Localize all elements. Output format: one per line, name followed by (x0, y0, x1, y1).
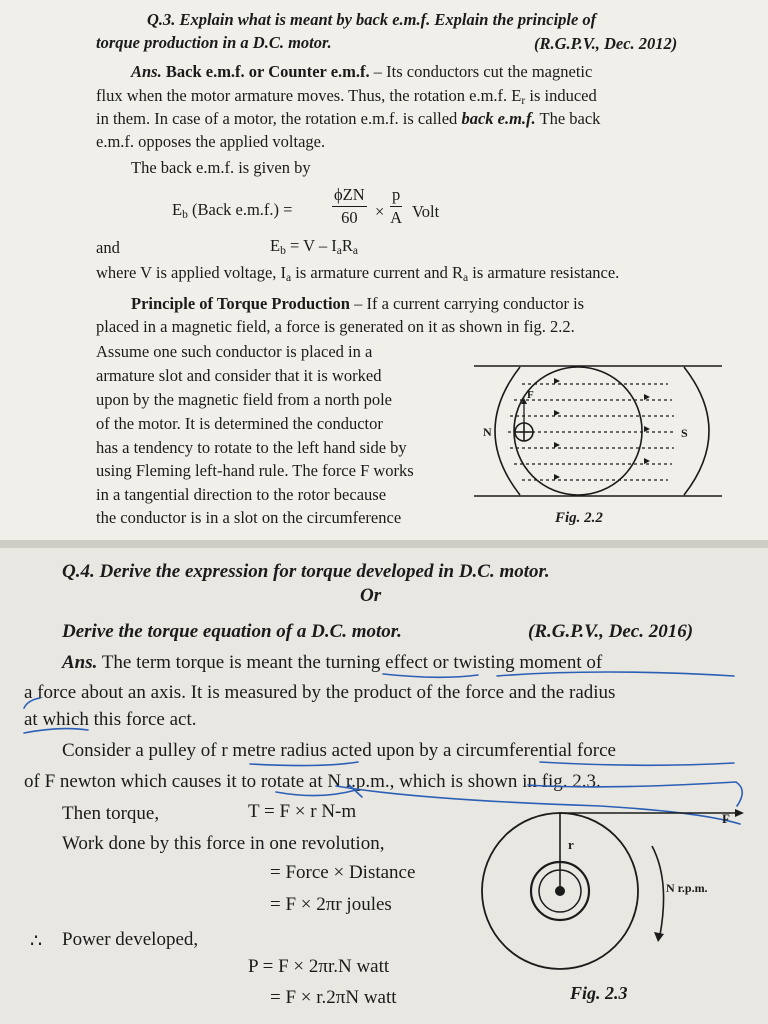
principle-line-4: armature slot and consider that it is worked (96, 366, 382, 385)
principle-line-5: upon by the magnetic field from a north pole (96, 390, 393, 409)
formula1-fraction-2: $\frac{p}{A}$ (390, 185, 403, 227)
q3-answer-line2: flux when the motor armature moves. Thus, the rotation e.m.f. $E_r$ is induced (96, 86, 597, 107)
q4-line-4: Consider a pulley of r metre radius acted upon by a circumferential force (62, 740, 616, 761)
where-text: where V is applied voltage, $I_a$ is armature current and $R_a$ is armature resistance. (96, 263, 620, 284)
q4-line-5: of F newton which causes it to rotate at N r.p.m., which is shown in fig. 2.3. (24, 771, 601, 792)
formula1-lhs: $E_b$ (Back e.m.f.) = (172, 200, 293, 221)
q4-heading2: Derive the torque equation of a D.C. motor. (62, 621, 402, 642)
and-label: and (96, 238, 120, 257)
principle-line-7: has a tendency to rotate to the left hand side by (96, 438, 407, 457)
q3-heading-line2: torque production in a D.C. motor. (96, 33, 332, 52)
principle-line-2: placed in a magnetic field, a force is generated on it as shown in fig. 2.2. (96, 317, 575, 336)
power-developed-label: Power developed, (62, 929, 199, 950)
principle-line-9: in a tangential direction to the rotor because (96, 485, 387, 504)
q3-answer-line3: in them. In case of a motor, the rotation e.m.f. is called back e.m.f. The back (96, 109, 601, 128)
formula1-fraction-1: ϕZN 60 (334, 185, 365, 227)
q4-line-2: a force about an axis. It is measured by the product of the force and the radius (24, 682, 616, 703)
then-torque-label: Then torque, (62, 803, 160, 824)
q4-source-citation: (R.G.P.V., Dec. 2016) (528, 621, 694, 642)
q3-answer-line4: e.m.f. opposes the applied voltage. (96, 132, 326, 151)
principle-title: Principle of Torque Production (131, 294, 350, 313)
q4-answer-label: Ans. (62, 652, 98, 673)
principle-line-6: of the motor. It is determined the conductor (96, 414, 383, 433)
torque-equation: T = F × r N-m (248, 801, 357, 822)
fig-2-2-label-s: S (681, 426, 688, 440)
formula1-unit: Volt (412, 202, 440, 221)
fig-2-3-label-f: F (722, 811, 730, 826)
q4-or: Or (360, 585, 382, 606)
q3-answer-label: Ans. (131, 62, 162, 81)
therefore-symbol: ∴ (30, 931, 43, 952)
eq-power-2: = F × r.2πN watt (270, 987, 397, 1008)
eq-power-1: P = F × 2πr.N watt (248, 956, 390, 977)
q3-heading-line1: Q.3. Explain what is meant by back e.m.f. Explain the principle of (147, 10, 597, 29)
q3-answer-title: Back e.m.f. or Counter e.m.f. (165, 62, 370, 81)
principle-line-8: using Fleming left-hand rule. The force F works (96, 461, 414, 480)
formula2: $E_b = V - I_aR_a$ (270, 236, 359, 257)
fig-2-2-caption: Fig. 2.2 (555, 510, 603, 526)
q4-line-3: at which this force act. (24, 709, 197, 730)
q3-source-citation: (R.G.P.V., Dec. 2012) (534, 34, 678, 53)
formula1-times: × (375, 202, 385, 221)
principle-line-10: the conductor is in a slot on the circumference (96, 508, 402, 527)
q3-given-by: The back e.m.f. is given by (131, 158, 311, 177)
fig-2-2-label-f: F (527, 389, 534, 401)
fig-2-3-caption: Fig. 2.3 (570, 983, 628, 1003)
fig-2-3-label-rpm: N r.p.m. (666, 881, 708, 895)
q4-heading: Q.4. Derive the expression for torque developed in D.C. motor. (62, 561, 550, 582)
work-done-label: Work done by this force in one revolution, (62, 833, 385, 854)
q4-line-1: Ans. The term torque is meant the turning effect or twisting moment of (62, 652, 603, 673)
eq-force-distance: = Force × Distance (270, 862, 416, 883)
principle-line-1: Principle of Torque Production – If a current carrying conductor is (131, 294, 585, 313)
fig-2-2-label-n: N (483, 425, 492, 439)
principle-line-3: Assume one such conductor is placed in a (96, 342, 373, 361)
fig-2-3-label-r: r (568, 837, 574, 852)
q3-answer-text-1: – Its conductors cut the magnetic (373, 62, 593, 81)
eq-joules: = F × 2πr joules (270, 894, 392, 915)
